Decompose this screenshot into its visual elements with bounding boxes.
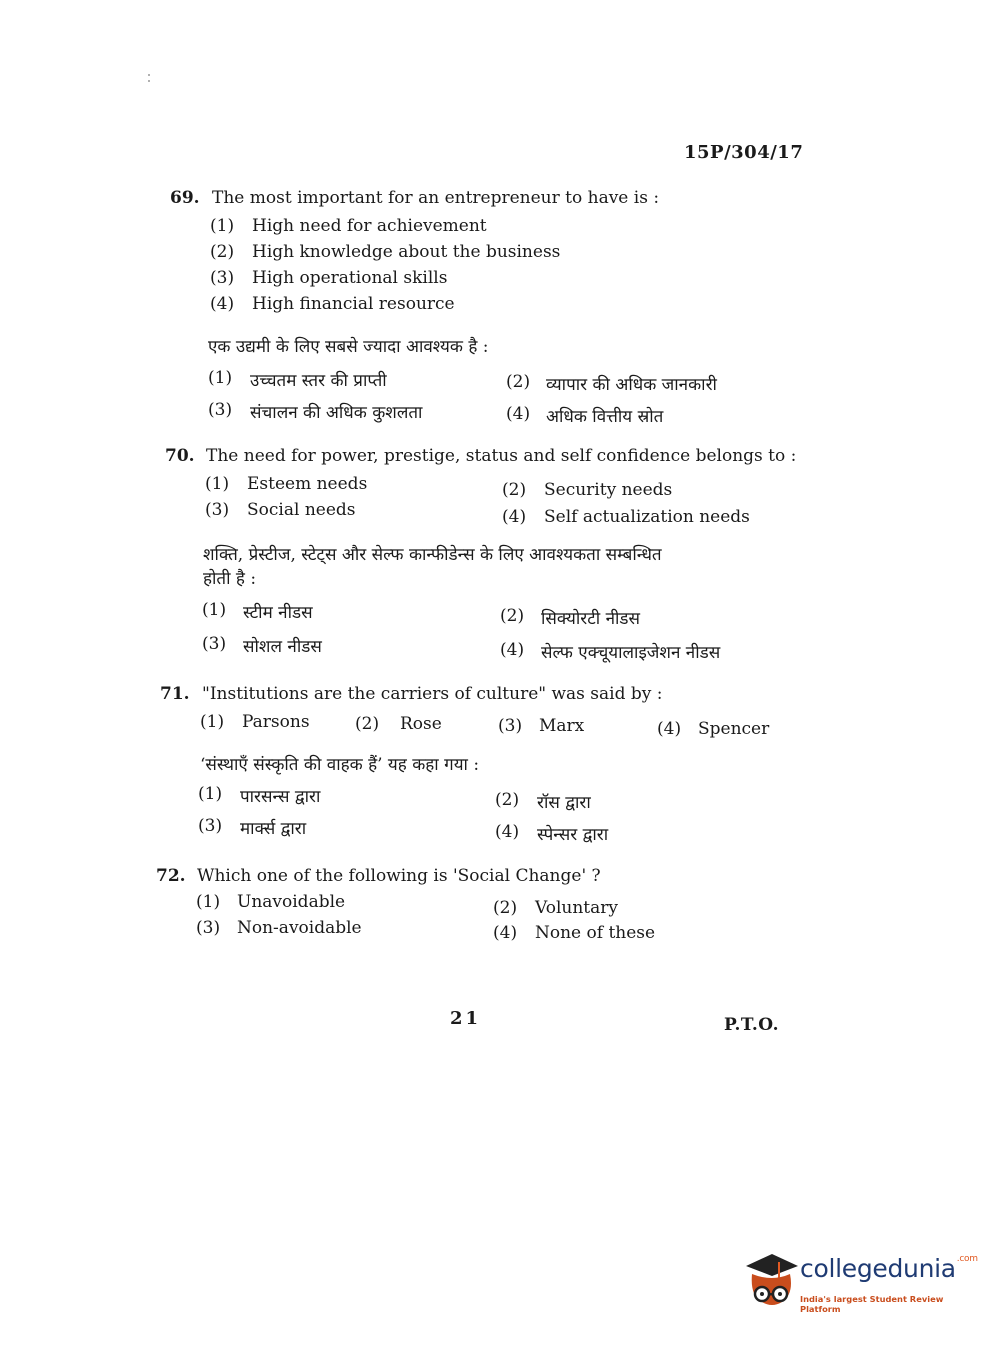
question-text-hi: ‘संस्थाएँ संस्कृति की वाहक हैं’ यह कहा गया :	[200, 755, 480, 775]
option-text: उच्चतम स्तर की प्राप्ती	[250, 371, 387, 391]
logo-tagline: India's largest Student Review Platform	[800, 1294, 944, 1314]
option-number: (3)	[208, 400, 233, 420]
option-text: Rose	[400, 714, 442, 734]
option-number: (1)	[208, 368, 233, 388]
question-text-hi-line1: शक्ति, प्रेस्टीज, स्टेट्स और सेल्फ कान्फीडेन्स के लिए आवश्यकता सम्बन्धित	[203, 545, 662, 565]
option-number: (4)	[493, 923, 518, 943]
option-number: (1)	[202, 600, 227, 620]
question-text-en: The need for power, prestige, status and self confidence belongs to :	[206, 446, 797, 466]
option-text: Spencer	[698, 719, 770, 739]
option-number: (4)	[500, 640, 525, 660]
option-text: High knowledge about the business	[252, 242, 561, 262]
question-number: 70.	[165, 446, 195, 466]
option-number: (3)	[202, 634, 227, 654]
option-number: (1)	[200, 712, 225, 732]
option-number: (4)	[495, 822, 520, 842]
option-number: (1)	[205, 474, 230, 494]
page-number: 21	[450, 1008, 482, 1029]
option-text: सेल्फ एक्चूयालाइजेशन नीडस	[541, 643, 721, 663]
option-number: (3)	[498, 716, 523, 736]
option-text: व्यापार की अधिक जानकारी	[546, 375, 717, 395]
collegedunia-logo	[742, 1248, 978, 1314]
option-text: पारसन्स द्वारा	[240, 787, 321, 807]
option-number: (3)	[196, 918, 221, 938]
option-number: (3)	[205, 500, 230, 520]
question-number: 71.	[160, 684, 190, 704]
option-number: (4)	[506, 404, 531, 424]
option-number: (2)	[355, 714, 380, 734]
option-text: High operational skills	[252, 268, 448, 288]
option-text: High need for achievement	[252, 216, 487, 236]
option-text: संचालन की अधिक कुशलता	[250, 403, 423, 423]
option-text: Social needs	[247, 500, 356, 520]
option-text: Self actualization needs	[544, 507, 750, 527]
question-text-en: "Institutions are the carriers of culture" was said by :	[202, 684, 663, 704]
option-text: None of these	[535, 923, 656, 943]
option-text: Voluntary	[535, 898, 618, 918]
option-text: स्पेन्सर द्वारा	[537, 825, 609, 845]
pto-label: P.T.O.	[724, 1015, 779, 1035]
option-number: (2)	[210, 242, 235, 262]
question-number: 69.	[170, 188, 200, 208]
question-text-hi-line2: होती है :	[203, 569, 257, 589]
option-text: Unavoidable	[237, 892, 346, 912]
option-number: (1)	[196, 892, 221, 912]
option-text: High financial resource	[252, 294, 455, 314]
option-text: मार्क्स द्वारा	[240, 819, 307, 839]
option-number: (4)	[502, 507, 527, 527]
option-text: स्टीम नीडस	[243, 603, 313, 623]
logo-brand-name: collegedunia	[800, 1254, 956, 1283]
option-number: (4)	[657, 719, 682, 739]
question-text-en: The most important for an entrepreneur to have is :	[212, 188, 660, 208]
option-text: Marx	[539, 716, 585, 736]
mascot-icon	[742, 1248, 800, 1314]
option-number: (4)	[210, 294, 235, 314]
option-number: (1)	[198, 784, 223, 804]
option-text: रॉस द्वारा	[537, 793, 591, 813]
option-number: (2)	[506, 372, 531, 392]
option-text: Esteem needs	[247, 474, 368, 494]
option-number: (2)	[493, 898, 518, 918]
logo-brand	[800, 1254, 978, 1283]
option-text: सिक्योरटी नीडस	[541, 609, 641, 629]
option-text: Security needs	[544, 480, 673, 500]
option-text: Parsons	[242, 712, 310, 732]
option-text: सोशल नीडस	[243, 637, 322, 657]
option-number: (2)	[500, 606, 525, 626]
option-number: (3)	[198, 816, 223, 836]
option-number: (2)	[495, 790, 520, 810]
option-number: (1)	[210, 216, 235, 236]
option-number: (2)	[502, 480, 527, 500]
question-text-hi: एक उद्यमी के लिए सबसे ज्यादा आवश्यक है :	[208, 337, 489, 357]
question-text-en: Which one of the following is 'Social Change' ?	[197, 866, 601, 886]
paper-code: 15P/304/17	[684, 142, 804, 163]
option-text: Non-avoidable	[237, 918, 362, 938]
option-number: (3)	[210, 268, 235, 288]
question-number: 72.	[156, 866, 186, 886]
option-text: अधिक वित्तीय स्रोत	[546, 407, 664, 427]
logo-brand-suffix: .com	[956, 1254, 978, 1264]
